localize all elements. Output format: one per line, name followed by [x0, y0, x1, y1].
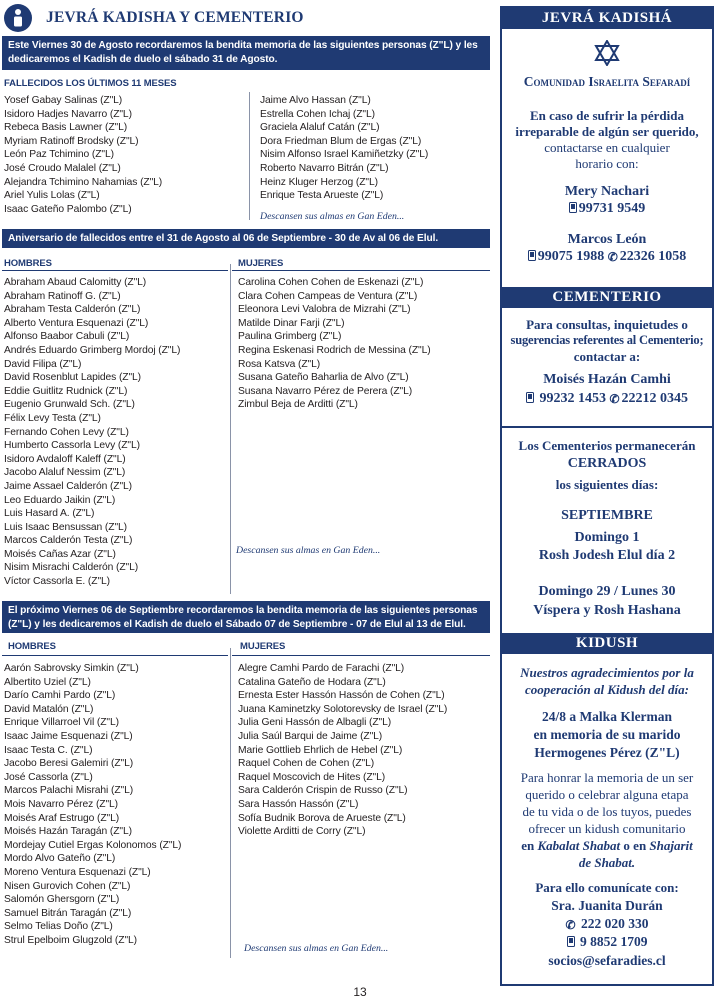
kidush-heading: KIDUSH: [502, 633, 712, 654]
sidebar: [500, 6, 714, 986]
kidush-text: en: [521, 838, 535, 853]
list-item: Clara Cohen Campeas de Ventura (Z"L): [238, 290, 418, 302]
phone-number: 99232 1453: [539, 391, 606, 406]
section1-eden-note: Descansen sus almas en Gan Eden...: [260, 211, 405, 222]
list-item: Humberto Cassorla Levy (Z"L): [4, 440, 140, 452]
list-item: Luis Isaac Bensussan (Z"L): [4, 521, 127, 533]
closed-day: Rosh Jodesh Elul día 2: [538, 548, 676, 563]
list-item: Rebeca Basis Lawner (Z"L): [4, 122, 128, 134]
list-item: Julia Geni Hassón de Albagli (Z"L): [238, 717, 392, 729]
list-item: Marcos Calderón Testa (Z"L): [4, 535, 133, 547]
list-item: Catalina Gateño de Hodara (Z"L): [238, 676, 386, 688]
list-item: León Paz Tchimino (Z"L): [4, 149, 114, 161]
list-item: Estrella Cohen Ichaj (Z"L): [260, 108, 375, 120]
list-item: Mois Navarro Pérez (Z"L): [4, 798, 118, 810]
list-item: Isaac Testa C. (Z"L): [4, 744, 93, 756]
list-item: Abraham Ratinoff G. (Z"L): [4, 290, 121, 302]
phone-number: 99075 1988: [537, 249, 605, 264]
list-item: Rosa Katsva (Z"L): [238, 358, 321, 370]
list-item: Ariel Yulis Lolas (Z"L): [4, 190, 100, 202]
closed-day: Domingo 1: [574, 530, 640, 545]
jevra-text: horario con:: [575, 156, 639, 171]
section3-eden-note: Descansen sus almas en Gan Eden...: [244, 943, 389, 954]
list-item: Eugenio Grunwald Sch. (Z"L): [4, 399, 135, 411]
phone-icon: ✆: [609, 392, 620, 406]
list-item: Moisés Araf Estrugo (Z"L): [4, 812, 120, 824]
column-divider: [230, 648, 231, 958]
contact-phones: [502, 391, 712, 408]
list-item: Fernando Cohen Levy (Z"L): [4, 426, 129, 438]
kidush-text: o en: [623, 838, 647, 853]
list-item: Graciela Alaluf Catán (Z"L): [260, 122, 380, 134]
list-item: David Filipa (Z"L): [4, 358, 82, 370]
list-item: Moisés Hazán Taragán (Z"L): [4, 826, 132, 838]
kidush-text: de tu vida o de los tuyos, puedes: [522, 804, 692, 819]
list-item: Enrique Testa Arueste (Z"L): [260, 190, 384, 202]
phone-number: 22326 1058: [619, 249, 687, 264]
contact-name: Mery Nachari: [564, 184, 650, 199]
contact-phone: [502, 201, 712, 218]
list-item: Sara Hassón Hassón (Z"L): [238, 798, 359, 810]
kidush-text: [502, 838, 712, 854]
kidush-text: Shajarit: [649, 838, 693, 853]
section3-men-list: [4, 662, 181, 947]
list-item: Aarón Sabrovsky Simkin (Z"L): [4, 663, 139, 674]
kidush-text: de Shabat.: [578, 855, 636, 870]
list-item: Andrés Eduardo Grimberg Mordoj (Z"L): [4, 344, 181, 356]
list-item: José Croudo Malalel (Z"L): [4, 162, 121, 174]
contact-name: Marcos León: [567, 232, 647, 247]
contact-mobile: [502, 934, 712, 951]
kidush-donor: Hermogenes Pérez (Z"L): [534, 745, 680, 760]
phone-icon: ✆: [565, 918, 576, 932]
list-item: Eleonora Levi Valobra de Mizrahi (Z"L): [238, 304, 411, 316]
jevra-text: En caso de sufrir la pérdida: [530, 108, 684, 123]
mobile-icon: [569, 202, 577, 218]
list-item: Heinz Kluger Herzog (Z"L): [260, 176, 378, 188]
list-item: Sara Calderón Crispin de Russo (Z"L): [238, 785, 408, 797]
list-item: Jacobo Alaluf Nessim (Z"L): [4, 467, 126, 479]
cementerio-heading: CEMENTERIO: [502, 287, 712, 308]
list-item: Leo Eduardo Jaikin (Z"L): [4, 494, 116, 506]
list-item: Alfonso Baabor Cabuli (Z"L): [4, 331, 130, 343]
list-item: Selmo Telias Doño (Z"L): [4, 921, 113, 933]
list-item: Darío Camhi Pardo (Z"L): [4, 690, 116, 702]
list-item: Ernesta Ester Hassón Hassón de Cohen (Z"L): [238, 690, 445, 702]
list-item: Roberto Navarro Bitrán (Z"L): [260, 162, 389, 174]
list-item: Alejandra Tchimino Nahamias (Z"L): [4, 176, 163, 188]
list-item: Isidoro Avdaloff Kaleff (Z"L): [4, 453, 126, 465]
page-number: 13: [353, 985, 367, 999]
list-item: Nisen Gurovich Cohen (Z"L): [4, 880, 131, 892]
list-item: Raquel Cohen de Cohen (Z"L): [238, 758, 375, 770]
contact-email[interactable]: socios@sefaradies.cl: [548, 953, 666, 968]
list-item: David Matalón (Z"L): [4, 703, 94, 715]
divider: [232, 655, 490, 656]
list-item: Juana Kaminetzky Solotorevsky de Israel (Z"L): [238, 703, 448, 715]
phone-number: 222 020 330: [580, 916, 649, 931]
closed-day: Domingo 29 / Lunes 30: [538, 584, 676, 599]
contact-phone: [502, 916, 712, 933]
list-item: Moreno Ventura Esquenazi (Z"L): [4, 866, 151, 878]
section2-men-list: [4, 276, 180, 589]
page-title: JEVRÁ KADISHA Y CEMENTERIO: [46, 9, 304, 26]
list-item: Susana Gateño Baharlia de Alvo (Z"L): [238, 372, 409, 384]
contact-name: Moisés Hazán Camhi: [543, 372, 671, 387]
phone-icon: ✆: [607, 250, 618, 264]
list-item: Julia Saúl Barqui de Jaime (Z"L): [238, 730, 383, 742]
list-item: Enrique Villarroel Vil (Z"L): [4, 717, 119, 729]
list-item: Isaac Jaime Esquenazi (Z"L): [4, 730, 133, 742]
list-item: Violette Arditti de Corry (Z"L): [238, 826, 366, 838]
mobile-icon: [526, 392, 534, 408]
mobile-icon: [528, 250, 536, 266]
list-item: Víctor Cassorla E. (Z"L): [4, 576, 110, 588]
list-item: Nisim Alfonso Israel Kamiñetzky (Z"L): [260, 149, 429, 161]
section2-women-heading: MUJERES: [238, 258, 284, 269]
mobile-icon: [567, 935, 575, 951]
section2-banner: Aniversario de fallecidos entre el 31 de Agosto al 06 de Septiembre - 30 de Av al 06 de Elul.: [2, 229, 490, 248]
list-item: Carolina Cohen Cohen de Eskenazi (Z"L): [238, 277, 424, 288]
list-item: Marie Gottlieb Ehrlich de Hebel (Z"L): [238, 744, 403, 756]
list-item: Moisés Cañas Azar (Z"L): [4, 548, 116, 560]
star-of-david-icon: [502, 40, 712, 71]
section3-women-list: [238, 662, 447, 839]
list-item: Zimbul Beja de Arditti (Z"L): [238, 399, 358, 411]
list-item: Salomón Ghersgorn (Z"L): [4, 894, 120, 906]
column-divider: [230, 264, 231, 594]
list-item: José Cassorla (Z"L): [4, 771, 93, 783]
kidush-text: querido o celebrar alguna etapa: [525, 787, 689, 802]
list-item: Mordejay Cutiel Ergas Kolonomos (Z"L): [4, 839, 182, 851]
contact-phones: [502, 249, 712, 266]
list-item: Regina Eskenasi Rodrich de Messina (Z"L): [238, 344, 431, 356]
person-icon: [4, 4, 32, 32]
section1-right-list: [260, 94, 428, 203]
closed-month: SEPTIEMBRE: [561, 508, 653, 523]
list-item: Strul Epelboim Glugzold (Z"L): [4, 934, 137, 946]
section1-left-list: [4, 94, 162, 216]
section1-banner: Este Viernes 30 de Agosto recordaremos la bendita memoria de las siguientes personas (Z"L) y les dedicaremos el Kadish de duelo el sábado 31 de Agosto.: [2, 36, 490, 70]
list-item: Marcos Palachi Misrahi (Z"L): [4, 785, 134, 797]
cementerio-text: Para consultas, inquietudes o: [526, 317, 688, 332]
section2-eden-note: Descansen sus almas en Gan Eden...: [236, 545, 381, 556]
list-item: Dora Friedman Blum de Ergas (Z"L): [260, 135, 422, 147]
phone-number: 22212 0345: [621, 391, 689, 406]
section2-men-heading: HOMBRES: [4, 258, 52, 269]
list-item: Abraham Testa Calderón (Z"L): [4, 304, 141, 316]
kidush-donor: en memoria de su marido: [533, 727, 681, 742]
kidush-text: Nuestros agradecimientos por la: [520, 665, 694, 680]
closed-text: Los Cementerios permanecerán: [518, 438, 696, 453]
jevra-text: contactarse en cualquier: [544, 140, 670, 155]
list-item: Albertito Uziel (Z"L): [4, 676, 91, 688]
list-item: Raquel Moscovich de Hites (Z"L): [238, 771, 386, 783]
section3-women-heading: MUJERES: [240, 641, 286, 652]
section2-women-list: [238, 276, 431, 412]
list-item: Mordo Alvo Gateño (Z"L): [4, 853, 116, 865]
list-item: Jaime Alvo Hassan (Z"L): [260, 95, 371, 106]
phone-number: 99731 9549: [578, 201, 646, 216]
closed-day: Víspera y Rosh Hashana: [533, 603, 681, 618]
divider: [232, 270, 490, 271]
list-item: Susana Navarro Pérez de Perera (Z"L): [238, 385, 413, 397]
kidush-text: ofrecer un kidush comunitario: [528, 821, 686, 836]
list-item: Samuel Bitrán Taragán (Z"L): [4, 907, 132, 919]
list-item: Isidoro Hadjes Navarro (Z"L): [4, 108, 132, 120]
list-item: Abraham Abaud Calomitty (Z"L): [4, 277, 147, 288]
list-item: Alberto Ventura Esquenazi (Z"L): [4, 317, 149, 329]
column-divider: [249, 92, 250, 220]
list-item: Jaime Assael Calderón (Z"L): [4, 480, 133, 492]
section3-banner: El próximo Viernes 06 de Septiembre recordaremos la bendita memoria de las siguientes personas (Z"L) y les dedicaremos el Kadish de duelo el Sábado 07 de Septiembre - 07 de Elul al 13 de Elul.: [2, 601, 490, 633]
list-item: Yosef Gabay Salinas (Z"L): [4, 95, 123, 106]
closed-text: CERRADOS: [567, 456, 647, 471]
list-item: Isaac Gateño Palombo (Z"L): [4, 203, 132, 215]
list-item: Eddie Guitlitz Rudnick (Z"L): [4, 385, 128, 397]
kidush-text: cooperación al Kidush del día:: [525, 682, 689, 697]
jevra-text: irreparable de algún ser querido,: [515, 124, 699, 139]
phone-number: 9 8852 1709: [579, 934, 648, 949]
list-item: David Rosenblut Lapides (Z"L): [4, 372, 141, 384]
section3-men-heading: HOMBRES: [8, 641, 56, 652]
list-item: Matilde Dinar Farji (Z"L): [238, 317, 345, 329]
closed-text: los siguientes días:: [555, 477, 659, 492]
section1-subheading: FALLECIDOS LOS ÚLTIMOS 11 MESES: [4, 78, 177, 89]
list-item: Jacobo Beresi Galemiri (Z"L): [4, 758, 134, 770]
contact-name: Sra. Juanita Durán: [551, 898, 663, 913]
list-item: Myriam Ratinoff Brodsky (Z"L): [4, 135, 139, 147]
list-item: Luis Hasard A. (Z"L): [4, 508, 95, 520]
list-item: Sofía Budnik Borova de Arueste (Z"L): [238, 812, 406, 824]
community-name: Comunidad Israelita Sefaradí: [523, 74, 691, 89]
list-item: Paulina Grimberg (Z"L): [238, 331, 342, 343]
list-item: Nisim Misrachi Calderón (Z"L): [4, 562, 139, 574]
jevra-heading: JEVRÁ KADISHÁ: [502, 8, 712, 29]
divider: [2, 655, 228, 656]
divider: [502, 426, 712, 428]
kidush-contact: Para ello comunícate con:: [535, 880, 679, 895]
kidush-text: Kabalat Shabat: [537, 838, 621, 853]
list-item: Félix Levy Testa (Z"L): [4, 412, 101, 424]
cementerio-text: sugerencias referentes al Cementerio;: [510, 333, 704, 347]
kidush-text: Para honrar la memoria de un ser: [520, 770, 694, 785]
list-item: Alegre Camhi Pardo de Farachi (Z"L): [238, 663, 405, 674]
kidush-donor: 24/8 a Malka Klerman: [541, 709, 673, 724]
cementerio-text: contactar a:: [573, 349, 641, 364]
divider: [2, 270, 228, 271]
